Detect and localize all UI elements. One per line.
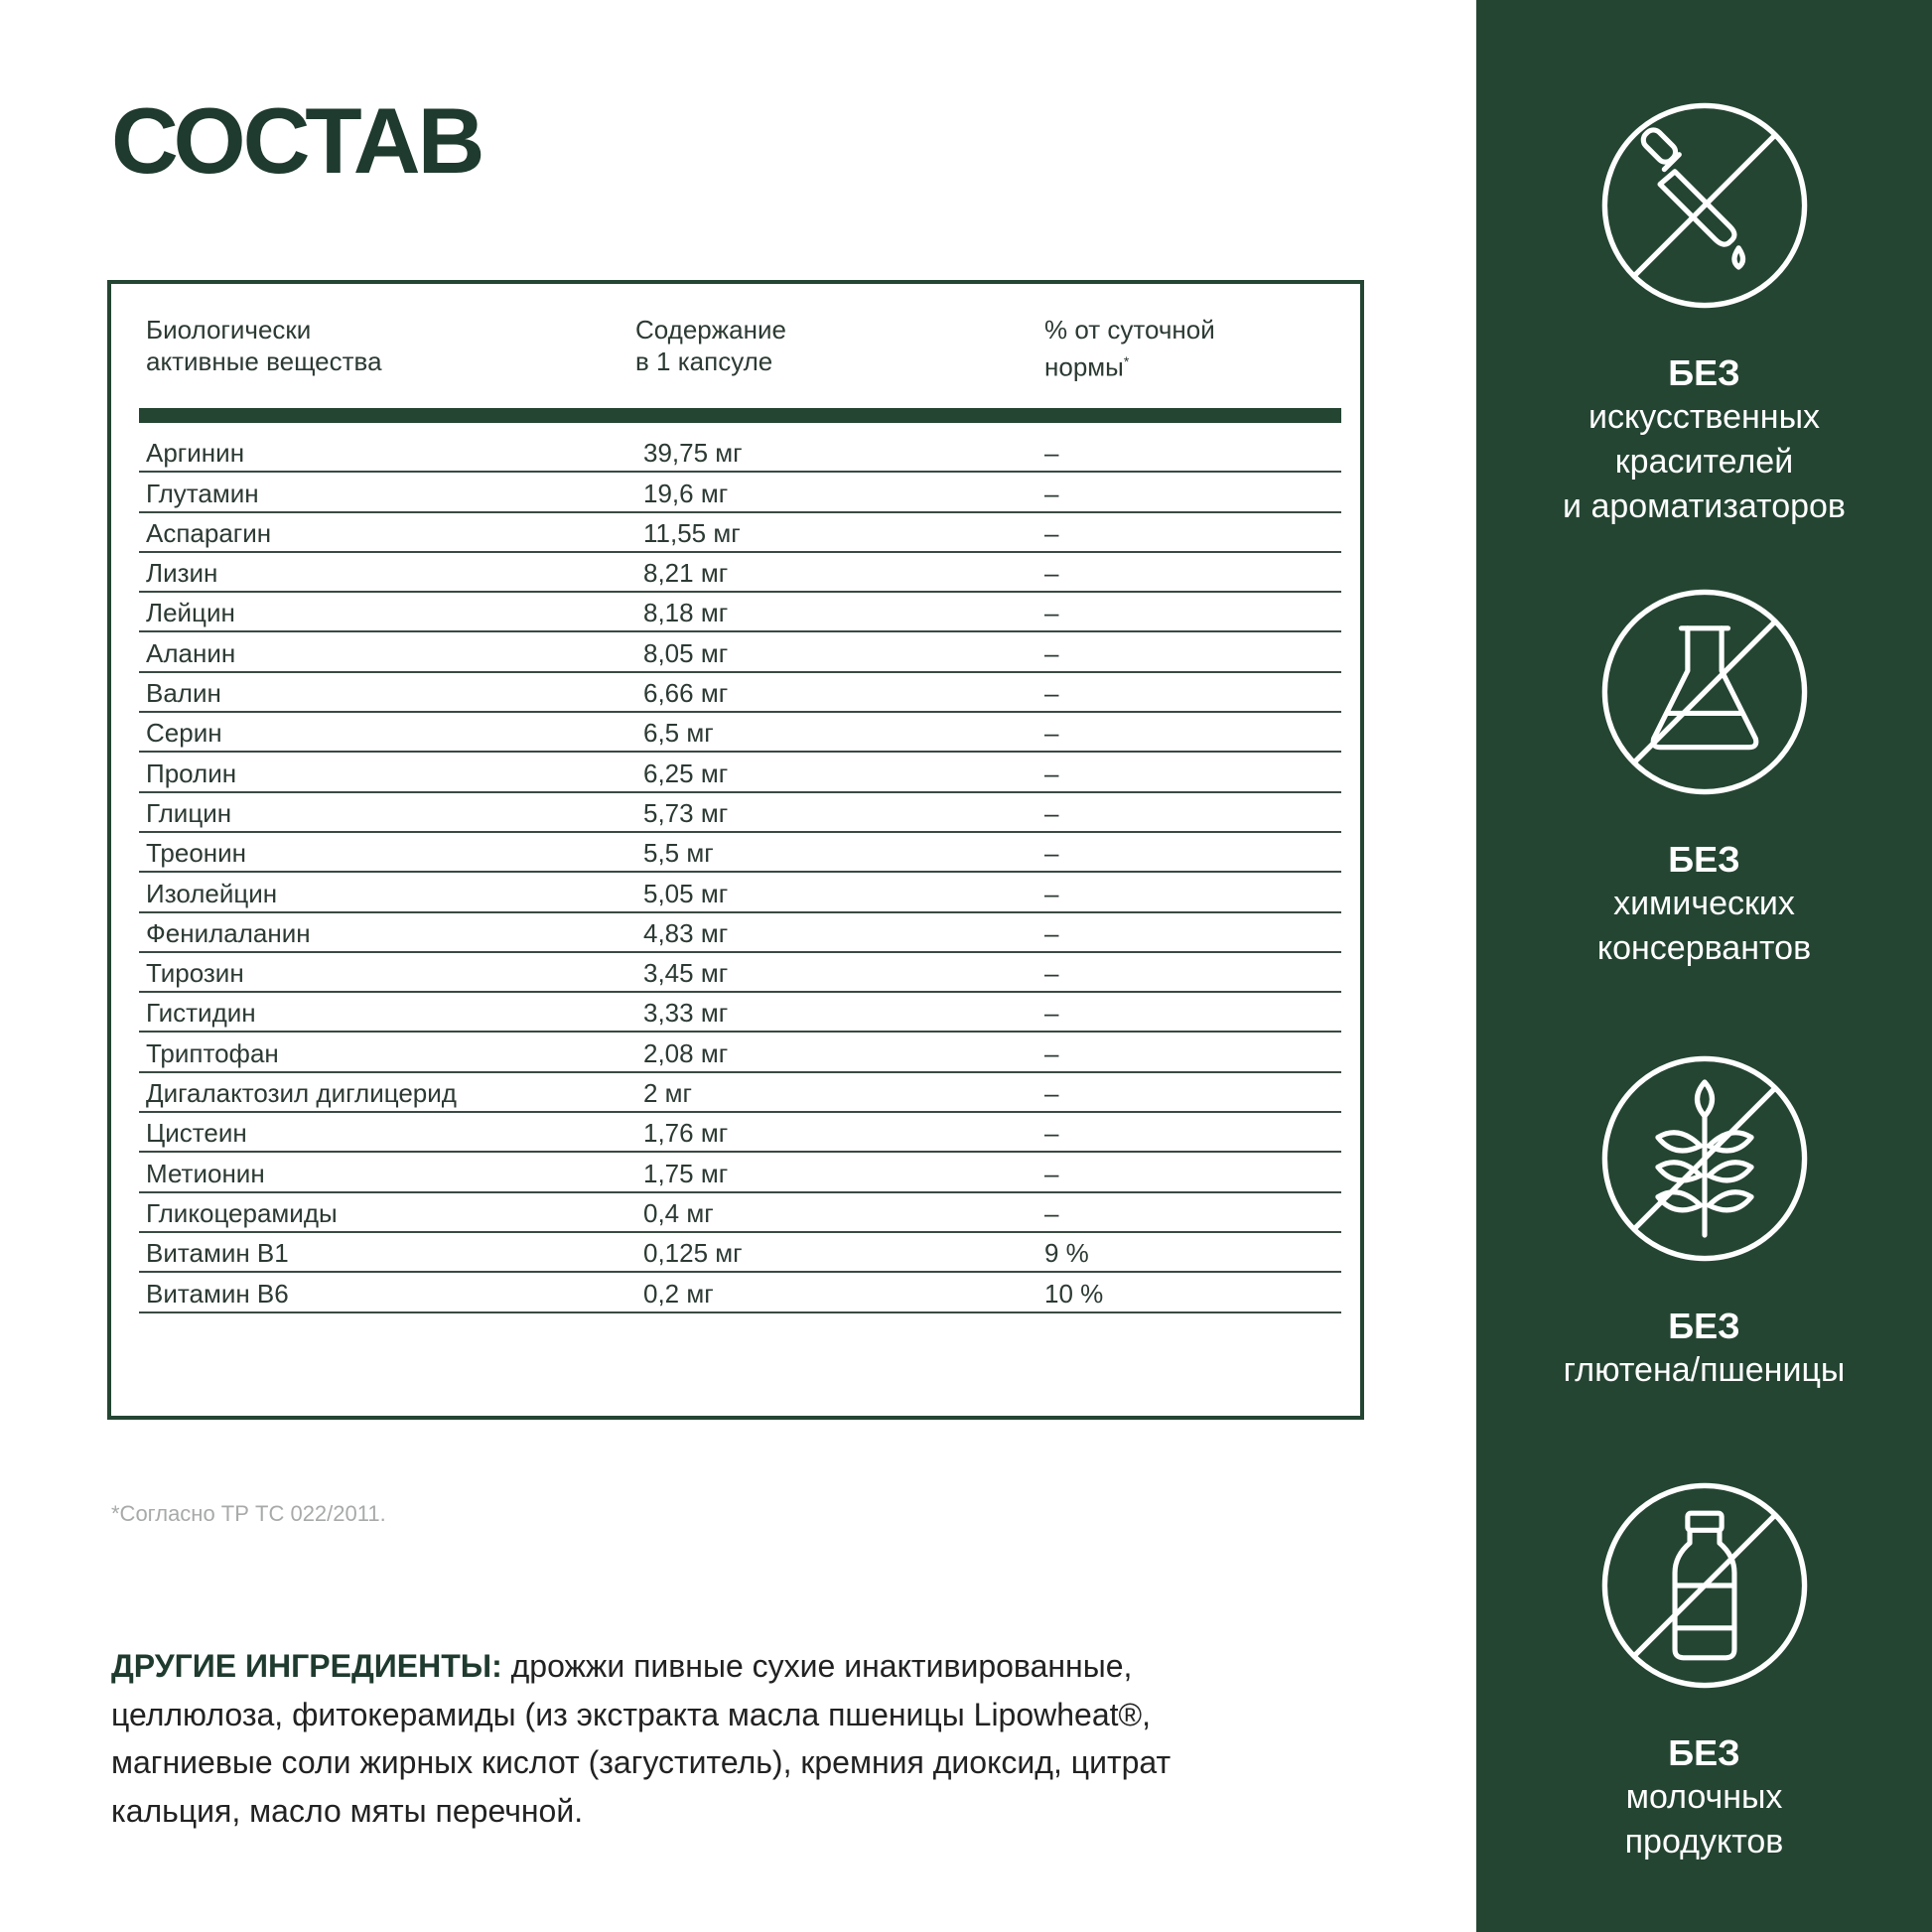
ingredient-name: Витамин В6 — [146, 1278, 289, 1309]
ingredient-amount: 11,55 мг — [643, 517, 741, 548]
table-row — [139, 1153, 1341, 1192]
ingredient-name: Изолейцин — [146, 878, 278, 908]
table-row — [139, 632, 1341, 672]
ingredient-name: Витамин В1 — [146, 1238, 289, 1269]
ingredient-amount: 1,75 мг — [643, 1158, 729, 1188]
no-wheat-icon — [1598, 1052, 1811, 1265]
ingredient-name: Фенилаланин — [146, 917, 311, 948]
table-row — [139, 1233, 1341, 1273]
ingredient-daily-percent: – — [1044, 678, 1059, 709]
ingredient-name: Гистидин — [146, 998, 256, 1029]
badge-no-gluten: БЕЗ глютена/пшеницы — [1476, 1052, 1932, 1393]
page-title: СОСТАВ — [111, 88, 483, 193]
ingredient-name: Дигалактозил диглицерид — [146, 1078, 457, 1109]
ingredient-amount: 2,08 мг — [643, 1037, 729, 1068]
ingredient-name: Аланин — [146, 637, 236, 668]
ingredient-name: Аргинин — [146, 438, 245, 469]
footnote: *Согласно ТР ТС 022/2011. — [111, 1501, 386, 1526]
ingredient-name: Треонин — [146, 838, 247, 869]
ingredient-daily-percent: – — [1044, 797, 1059, 828]
ingredient-daily-percent: – — [1044, 438, 1059, 469]
ingredient-amount: 0,4 мг — [643, 1197, 714, 1228]
table-row — [139, 473, 1341, 512]
ingredient-name: Тирозин — [146, 958, 244, 989]
ingredient-amount: 5,73 мг — [643, 797, 729, 828]
ingredient-amount: 39,75 мг — [643, 438, 743, 469]
ingredient-amount: 6,5 мг — [643, 718, 714, 749]
ingredient-daily-percent: – — [1044, 917, 1059, 948]
ingredient-daily-percent: – — [1044, 598, 1059, 628]
table-row — [139, 993, 1341, 1033]
ingredient-daily-percent: – — [1044, 558, 1059, 589]
ingredient-daily-percent: – — [1044, 718, 1059, 749]
other-ingredients-label: ДРУГИЕ ИНГРЕДИЕНТЫ: — [111, 1648, 502, 1684]
ingredient-daily-percent: – — [1044, 1078, 1059, 1109]
no-flask-icon — [1598, 586, 1811, 798]
table-row — [139, 1273, 1341, 1312]
ingredient-name: Глицин — [146, 797, 232, 828]
ingredient-daily-percent: – — [1044, 958, 1059, 989]
ingredient-amount: 4,83 мг — [643, 917, 729, 948]
ingredient-amount: 6,25 мг — [643, 758, 729, 788]
ingredient-name: Аспарагин — [146, 517, 272, 548]
ingredient-amount: 8,21 мг — [643, 558, 729, 589]
ingredient-amount: 19,6 мг — [643, 478, 729, 508]
ingredient-name: Лизин — [146, 558, 218, 589]
table-row — [139, 1033, 1341, 1072]
ingredient-amount: 2 мг — [643, 1078, 693, 1109]
table-row — [139, 953, 1341, 993]
ingredient-daily-percent: – — [1044, 838, 1059, 869]
table-row — [139, 673, 1341, 713]
ingredient-daily-percent: – — [1044, 998, 1059, 1029]
free-from-sidebar — [1476, 0, 1932, 1932]
ingredient-daily-percent: – — [1044, 517, 1059, 548]
table-row — [139, 513, 1341, 553]
ingredient-name: Серин — [146, 718, 222, 749]
table-row — [139, 793, 1341, 833]
header-daily-percent: % от суточной нормы* — [1044, 315, 1215, 382]
ingredient-name: Пролин — [146, 758, 237, 788]
ingredient-name: Цистеин — [146, 1118, 247, 1149]
badge-no-dairy: БЕЗ молочных продуктов — [1476, 1479, 1932, 1864]
ingredient-amount: 5,5 мг — [643, 838, 714, 869]
ingredient-daily-percent: – — [1044, 1158, 1059, 1188]
ingredient-name: Гликоцерамиды — [146, 1197, 338, 1228]
ingredient-daily-percent: 9 % — [1044, 1238, 1089, 1269]
table-row — [139, 1193, 1341, 1233]
table-row — [139, 1073, 1341, 1113]
header-substances: Биологически активные вещества — [146, 315, 382, 376]
table-row — [139, 713, 1341, 753]
ingredient-amount: 8,05 мг — [643, 637, 729, 668]
ingredient-daily-percent: – — [1044, 878, 1059, 908]
ingredient-amount: 6,66 мг — [643, 678, 729, 709]
ingredient-name: Метионин — [146, 1158, 265, 1188]
ingredient-daily-percent: – — [1044, 478, 1059, 508]
table-header — [111, 314, 1360, 383]
table-row — [139, 1113, 1341, 1153]
ingredient-amount: 0,125 мг — [643, 1238, 743, 1269]
table-row — [139, 553, 1341, 593]
ingredient-amount: 0,2 мг — [643, 1278, 714, 1309]
ingredient-daily-percent: – — [1044, 637, 1059, 668]
table-row — [139, 833, 1341, 873]
ingredient-amount: 3,33 мг — [643, 998, 729, 1029]
ingredient-name: Глутамин — [146, 478, 259, 508]
ingredient-amount: 3,45 мг — [643, 958, 729, 989]
ingredient-amount: 1,76 мг — [643, 1118, 729, 1149]
header-divider — [139, 408, 1341, 423]
table-row — [139, 593, 1341, 632]
composition-table — [107, 280, 1364, 1420]
ingredient-amount: 8,18 мг — [643, 598, 729, 628]
ingredient-daily-percent: – — [1044, 758, 1059, 788]
no-milk-bottle-icon — [1598, 1479, 1811, 1692]
badge-no-colorants: БЕЗ искусственных красителей и ароматизаторов — [1476, 99, 1932, 529]
table-row — [139, 433, 1341, 473]
other-ingredients — [111, 1642, 1303, 1835]
header-content: Содержание в 1 капсуле — [635, 315, 786, 376]
ingredient-name: Лейцин — [146, 598, 235, 628]
ingredient-daily-percent: – — [1044, 1037, 1059, 1068]
badge-no-preservatives: БЕЗ химических консервантов — [1476, 586, 1932, 971]
other-ingredients-text: дрожжи пивные сухие инактивированные, целлюлоза, фитокерамиды (из экстракта масла пшеницы Lipowheat®, магниевые соли жирных кислот (загуститель), кремния диоксид, цитрат кальция, масло мяты перечной. — [111, 1648, 1172, 1829]
table-row — [139, 873, 1341, 912]
table-row — [139, 913, 1341, 953]
ingredient-daily-percent: 10 % — [1044, 1278, 1104, 1309]
table-rows — [139, 433, 1341, 1313]
ingredient-amount: 5,05 мг — [643, 878, 729, 908]
table-row — [139, 753, 1341, 792]
ingredient-name: Валин — [146, 678, 221, 709]
no-dropper-icon — [1598, 99, 1811, 312]
ingredient-daily-percent: – — [1044, 1118, 1059, 1149]
ingredient-daily-percent: – — [1044, 1197, 1059, 1228]
ingredient-name: Триптофан — [146, 1037, 279, 1068]
